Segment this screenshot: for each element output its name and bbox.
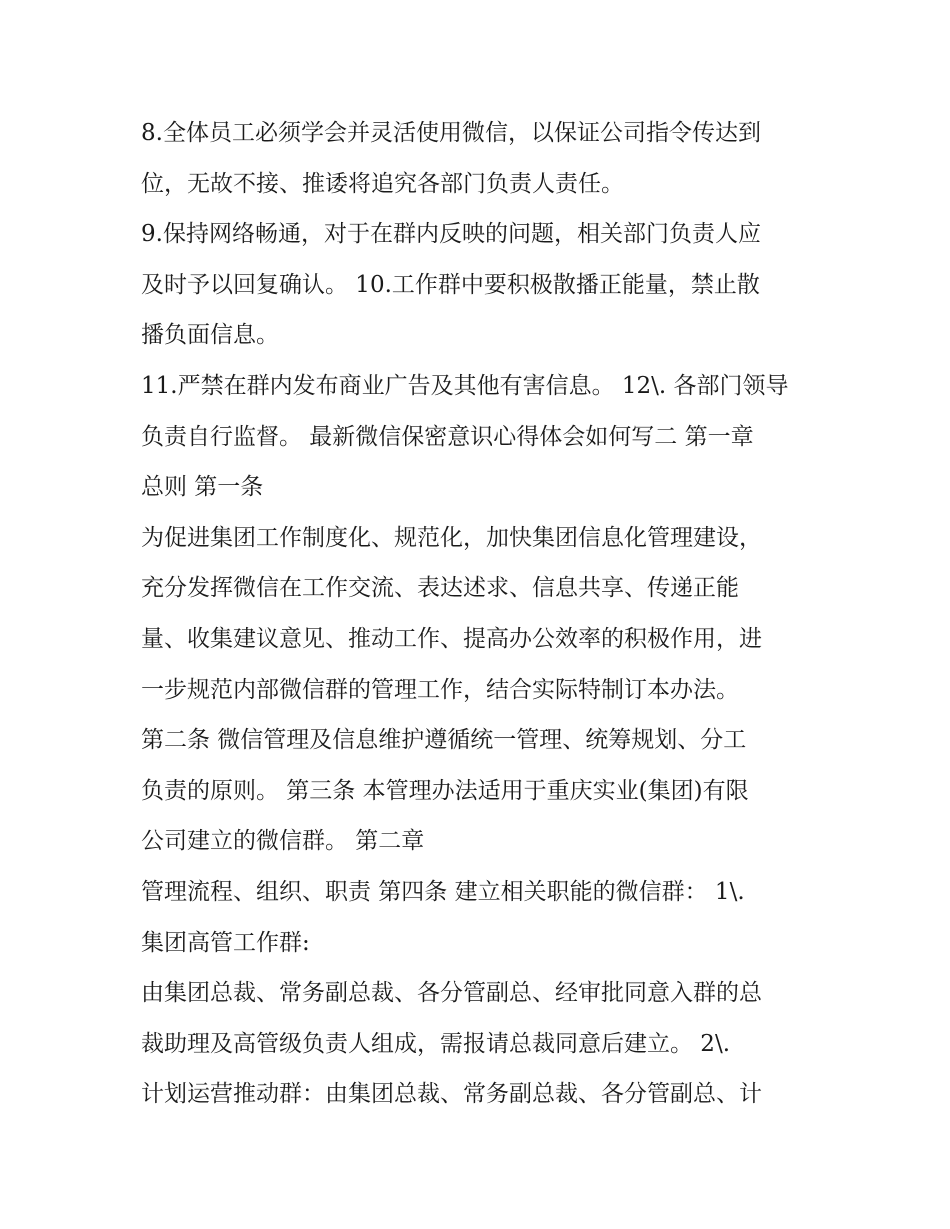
text-line: 播负面信息。 [141, 322, 279, 349]
text-line: 11.严禁在群内发布商业广告及其他有害信息。 12\. 各部门领导 [141, 372, 789, 399]
text-line: 充分发挥微信在工作交流、表达述求、信息共享、传递正能 [141, 575, 739, 602]
text-line: 负责自行监督。 最新微信保密意识心得体会如何写二 第一章 [141, 423, 754, 450]
text-line: 裁助理及高管级负责人组成，需报请总裁同意后建立。 2\. [141, 1030, 731, 1057]
text-line: 9.保持网络畅通，对于在群内反映的问题，相关部门负责人应 [141, 221, 761, 248]
text-line: 及时予以回复确认。 10.工作群中要积极散播正能量，禁止散 [141, 271, 760, 298]
text-line: 量、收集建议意见、推动工作、提高办公效率的积极作用，进 [141, 625, 762, 652]
text-line: 位，无故不接、推诿将追究各部门负责人责任。 [141, 170, 624, 197]
text-line: 负责的原则。 第三条 本管理办法适用于重庆实业(集团)有限 [141, 777, 749, 804]
text-line: 一步规范内部微信群的管理工作，结合实际特制订本办法。 [141, 676, 739, 703]
text-line: 8.全体员工必须学会并灵活使用微信，以保证公司指令传达到 [141, 120, 761, 146]
text-line: 公司建立的微信群。 第二章 [141, 828, 425, 855]
text-line: 第二条 微信管理及信息维护遵循统一管理、统筹规划、分工 [141, 727, 747, 754]
text-line: 总则 第一条 [141, 474, 264, 501]
text-line: 由集团总裁、常务副总裁、各分管副总、经审批同意入群的总 [141, 980, 762, 1007]
text-line: 集团高管工作群: [141, 929, 310, 956]
text-line: 管理流程、组织、职责 第四条 建立相关职能的微信群： 1\. [141, 878, 745, 905]
text-line: 计划运营推动群：由集团总裁、常务副总裁、各分管副总、计 [141, 1081, 762, 1108]
text-line: 为促进集团工作制度化、规范化，加快集团信息化管理建设， [141, 524, 762, 551]
document-body [141, 108, 821, 1120]
